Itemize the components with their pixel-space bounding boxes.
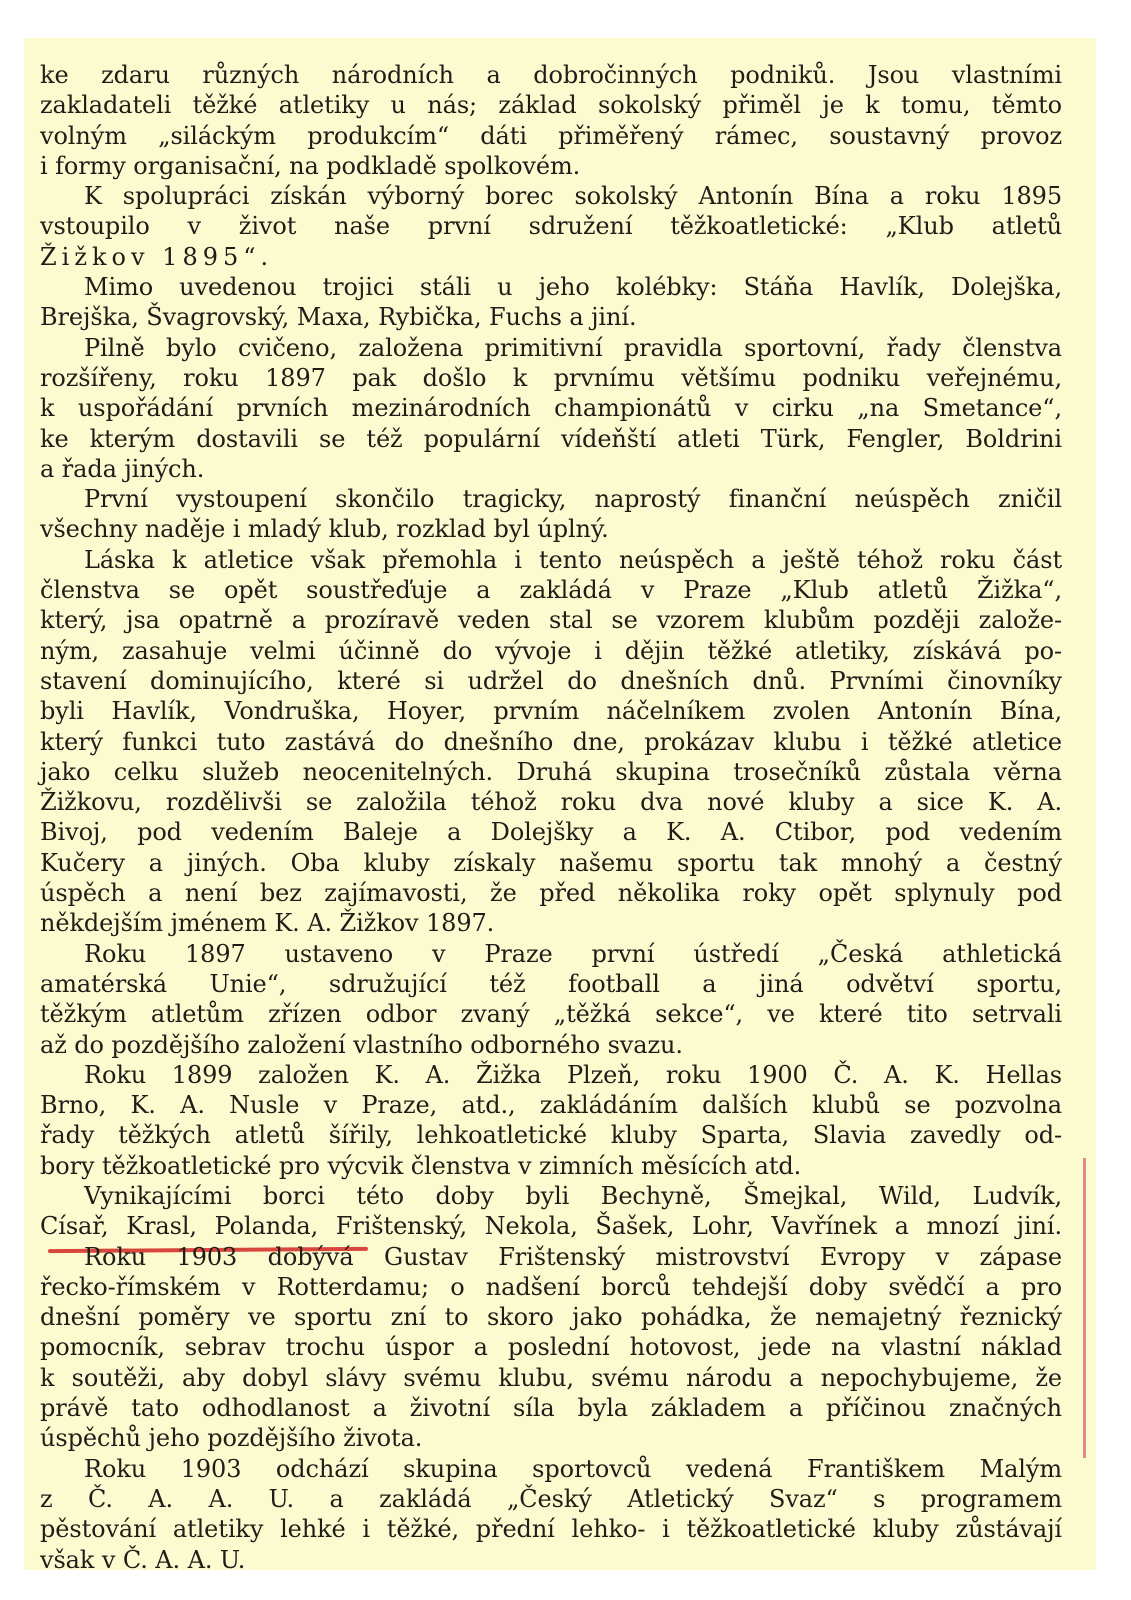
text-line: pomocník, sebrav trochu úspor a poslední hotovost, jede na vlastní náklad — [40, 1333, 1062, 1362]
text-line: právě tato odhodlanost a životní síla byla základem a příčinou značných — [40, 1394, 1062, 1423]
text-line: řecko-římském v Rotterdamu; o nadšení borců tehdejší doby svědčí a pro — [40, 1272, 1062, 1301]
text-line: amatérská Unie“, sdružující též football a jiná odvětví sportu, — [40, 969, 1062, 998]
text-line: však v Č. A. A. U. — [40, 1545, 246, 1574]
text-line: První vystoupení skončilo tragicky, naprostý finanční neúspěch zničil — [84, 485, 1062, 514]
text-line: Brno, K. A. Nusle v Praze, atd., zakládáním dalších klubů se pozvolna — [40, 1091, 1062, 1120]
text-line: K spolupráci získán výborný borec sokolský Antonín Bína a roku 1895 — [84, 182, 1062, 211]
text-line: Žižkovu, rozdělivši se založila téhož roku dva nové kluby a sice K. A. — [40, 788, 1062, 817]
text-line: který funkci tuto zastává do dnešního dne, prokázav klubu i těžké atletice — [40, 727, 1062, 756]
text-line: Vynikajícími borci této doby byli Bechyně, Šmejkal, Wild, Ludvík, — [84, 1181, 1062, 1210]
text-line: pěstování atletiky lehké i těžké, přední lehko- i těžkoatletické kluby zůstávají — [40, 1515, 1062, 1544]
text-line: z Č. A. A. U. a zakládá „Český Atletický Svaz“ s programem — [40, 1484, 1062, 1513]
text-line: Roku 1903 dobývá Gustav Frištenský mistrovství Evropy v zápase — [84, 1242, 1062, 1271]
text-line: rozšířeny, roku 1897 pak došlo k prvnímu většímu podniku veřejnému, — [40, 363, 1062, 392]
text-line: jako celku služeb neocenitelných. Druhá skupina trosečníků zůstala věrna — [40, 757, 1062, 786]
text-line: úspěchů jeho pozdějšího života. — [40, 1424, 423, 1453]
text-line: až do pozdějšího založení vlastního odborného svazu. — [40, 1030, 683, 1059]
text-line: řady těžkých atletů šířily, lehkoatletické kluby Sparta, Slavia zavedly od- — [40, 1121, 1062, 1150]
text-line: členstva se opět soustřeďuje a zakládá v Praze „Klub atletů Žižka“, — [40, 576, 1062, 605]
text-line: Roku 1899 založen K. A. Žižka Plzeň, roku 1900 Č. A. K. Hellas — [84, 1060, 1062, 1089]
text-line: Roku 1903 odchází skupina sportovců vedená Františkem Malým — [84, 1454, 1062, 1483]
text-line: Bivoj, pod vedením Baleje a Dolejšky a K. A. Ctibor, pod vedením — [40, 818, 1062, 847]
red-pen-margin-line — [1083, 1158, 1086, 1458]
text-line: k soutěži, aby dobyl slávy svému klubu, svému národu a nepochybujeme, že — [40, 1363, 1062, 1392]
text-line: Mimo uvedenou trojici stáli u jeho kolébky: Stáňa Havlík, Dolejška, — [84, 273, 1062, 302]
text-line: zakladateli těžké atletiky u nás; základ sokolský přiměl je k tomu, těmto — [40, 91, 1062, 120]
text-line: vstoupilo v život naše první sdružení těžkoatletické: „Klub atletů — [40, 212, 1062, 241]
text-line: ným, zasahuje velmi účinně do vývoje i dějin těžké atletiky, získává po- — [40, 636, 1062, 665]
text-line: Kučery a jiných. Oba kluby získaly našemu sportu tak mnohý a čestný — [40, 848, 1062, 877]
text-line: byli Havlík, Vondruška, Hoyer, prvním náčelníkem zvolen Antonín Bína, — [40, 697, 1062, 726]
text-line: Pilně bylo cvičeno, založena primitivní pravidla sportovní, řady členstva — [84, 333, 1062, 362]
text-line: Císař, Krasl, Polanda, Frištenský, Nekola, Šašek, Lohr, Vavřínek a mnozí jiní. — [40, 1212, 1062, 1241]
text-line: který, jsa opatrně a prozíravě veden stal se vzorem klubům později založe- — [40, 606, 1062, 635]
text-line: Roku 1897 ustaveno v Praze první ústředí „Česká athletická — [84, 939, 1062, 968]
text-line: a řada jiných. — [40, 454, 205, 483]
text-line: k uspořádání prvních mezinárodních championátů v cirku „na Smetance“, — [40, 394, 1062, 423]
text-line: Láska k atletice však přemohla i tento neúspěch a ještě téhož roku část — [84, 545, 1062, 574]
body-text — [40, 60, 1062, 1575]
text-line: všechny naděje i mladý klub, rozklad byl úplný. — [40, 515, 609, 544]
text-line: ke zdaru různých národních a dobročinných podniků. Jsou vlastními — [40, 61, 1062, 89]
text-line: i formy organisační, na podkladě spolkovém. — [40, 151, 581, 180]
text-line: bory těžkoatletické pro výcvik členstva v zimních měsících atd. — [40, 1151, 802, 1180]
text-line: Žižkov 1895“. — [40, 242, 274, 271]
text-line: dnešní poměry ve sportu zní to skoro jako pohádka, že nemajetný řeznický — [40, 1303, 1062, 1332]
text-line: úspěch a není bez zajímavosti, že před několika roky opět splynuly pod — [40, 879, 1062, 908]
text-line: někdejším jménem K. A. Žižkov 1897. — [40, 909, 495, 938]
text-line: ke kterým dostavili se též populární vídeňští atleti Türk, Fengler, Boldrini — [40, 424, 1062, 453]
text-line: volným „siláckým produkcím“ dáti přiměřený rámec, soustavný provoz — [40, 121, 1062, 150]
text-line: Brejška, Švagrovský, Maxa, Rybička, Fuchs a jiní. — [40, 303, 637, 332]
text-line: těžkým atletům zřízen odbor zvaný „těžká sekce“, ve které tito setrvali — [40, 1000, 1062, 1029]
text-line: stavení dominujícího, které si udržel do dnešních dnů. Prvními činovníky — [40, 666, 1062, 695]
